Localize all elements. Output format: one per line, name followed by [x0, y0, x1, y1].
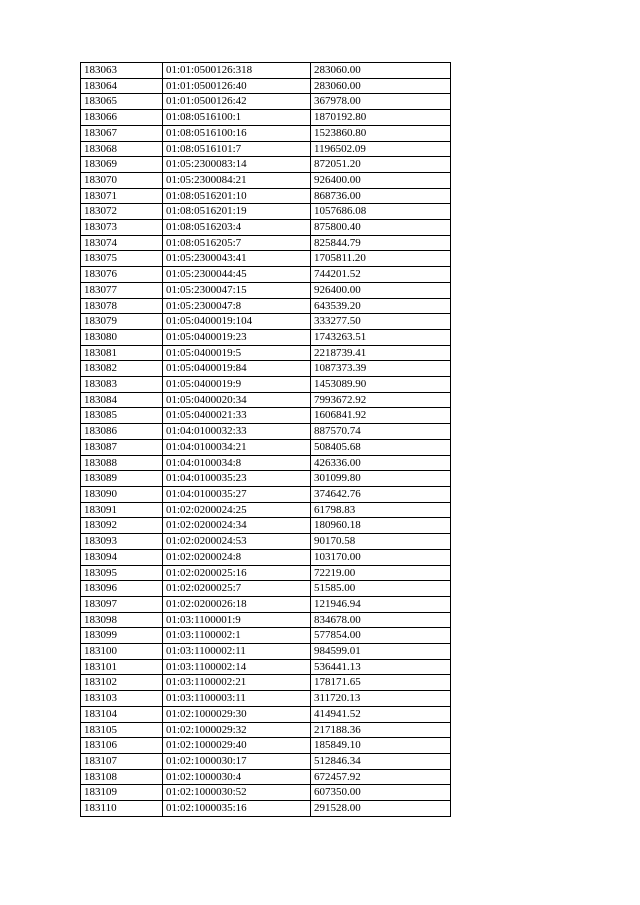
cadastral-number-cell: 01:05:0400019:84: [163, 361, 311, 377]
cadastral-number-cell: 01:04:0100035:23: [163, 471, 311, 487]
table-row: [81, 753, 451, 769]
value-cell: 374642.76: [311, 486, 451, 502]
cadastral-number-cell: 01:02:0200024:8: [163, 549, 311, 565]
table-row: [81, 125, 451, 141]
cadastral-number-cell: 01:05:2300047:8: [163, 298, 311, 314]
row-number-cell: 183089: [81, 471, 163, 487]
cadastral-number-cell: 01:08:0516100:1: [163, 110, 311, 126]
row-number-cell: 183099: [81, 628, 163, 644]
cadastral-number-cell: 01:01:0500126:40: [163, 78, 311, 94]
row-number-cell: 183068: [81, 141, 163, 157]
cadastral-number-cell: 01:05:0400020:34: [163, 392, 311, 408]
value-cell: 1606841.92: [311, 408, 451, 424]
table-row: [81, 581, 451, 597]
cadastral-number-cell: 01:03:1100002:21: [163, 675, 311, 691]
value-cell: 508405.68: [311, 439, 451, 455]
cadastral-number-cell: 01:03:1100001:9: [163, 612, 311, 628]
cadastral-number-cell: 01:01:0500126:318: [163, 63, 311, 79]
value-cell: 283060.00: [311, 63, 451, 79]
cadastral-number-cell: 01:03:1100002:1: [163, 628, 311, 644]
cadastral-number-cell: 01:02:0200026:18: [163, 596, 311, 612]
cadastral-value-table: [80, 62, 451, 817]
row-number-cell: 183078: [81, 298, 163, 314]
value-cell: 1705811.20: [311, 251, 451, 267]
value-cell: 1743263.51: [311, 329, 451, 345]
row-number-cell: 183103: [81, 691, 163, 707]
cadastral-number-cell: 01:02:0200025:16: [163, 565, 311, 581]
cadastral-number-cell: 01:04:0100034:8: [163, 455, 311, 471]
row-number-cell: 183088: [81, 455, 163, 471]
table-row: [81, 785, 451, 801]
table-row: [81, 345, 451, 361]
cadastral-number-cell: 01:05:2300047:15: [163, 282, 311, 298]
value-cell: 333277.50: [311, 314, 451, 330]
value-cell: 512846.34: [311, 753, 451, 769]
row-number-cell: 183064: [81, 78, 163, 94]
table-row: [81, 63, 451, 79]
table-body: [81, 63, 451, 817]
row-number-cell: 183063: [81, 63, 163, 79]
value-cell: 178171.65: [311, 675, 451, 691]
value-cell: 121946.94: [311, 596, 451, 612]
table-row: [81, 738, 451, 754]
cadastral-number-cell: 01:05:2300044:45: [163, 267, 311, 283]
row-number-cell: 183083: [81, 377, 163, 393]
row-number-cell: 183074: [81, 235, 163, 251]
table-row: [81, 769, 451, 785]
table-row: [81, 314, 451, 330]
row-number-cell: 183107: [81, 753, 163, 769]
cadastral-number-cell: 01:01:0500126:42: [163, 94, 311, 110]
value-cell: 414941.52: [311, 706, 451, 722]
table-row: [81, 596, 451, 612]
value-cell: 185849.10: [311, 738, 451, 754]
value-cell: 1523860.80: [311, 125, 451, 141]
table-row: [81, 110, 451, 126]
table-row: [81, 377, 451, 393]
value-cell: 180960.18: [311, 518, 451, 534]
value-cell: 577854.00: [311, 628, 451, 644]
cadastral-number-cell: 01:05:2300043:41: [163, 251, 311, 267]
row-number-cell: 183072: [81, 204, 163, 220]
row-number-cell: 183105: [81, 722, 163, 738]
value-cell: 301099.80: [311, 471, 451, 487]
value-cell: 926400.00: [311, 172, 451, 188]
row-number-cell: 183079: [81, 314, 163, 330]
row-number-cell: 183081: [81, 345, 163, 361]
cadastral-number-cell: 01:04:0100035:27: [163, 486, 311, 502]
table-row: [81, 471, 451, 487]
row-number-cell: 183095: [81, 565, 163, 581]
row-number-cell: 183070: [81, 172, 163, 188]
row-number-cell: 183087: [81, 439, 163, 455]
row-number-cell: 183101: [81, 659, 163, 675]
value-cell: 90170.58: [311, 534, 451, 550]
value-cell: 868736.00: [311, 188, 451, 204]
row-number-cell: 183085: [81, 408, 163, 424]
value-cell: 607350.00: [311, 785, 451, 801]
cadastral-number-cell: 01:02:0200024:34: [163, 518, 311, 534]
value-cell: 61798.83: [311, 502, 451, 518]
cadastral-number-cell: 01:04:0100034:21: [163, 439, 311, 455]
cadastral-number-cell: 01:02:1000029:32: [163, 722, 311, 738]
row-number-cell: 183069: [81, 157, 163, 173]
table-row: [81, 408, 451, 424]
cadastral-number-cell: 01:03:1100003:11: [163, 691, 311, 707]
table-row: [81, 439, 451, 455]
table-row: [81, 282, 451, 298]
table-row: [81, 204, 451, 220]
value-cell: 51585.00: [311, 581, 451, 597]
value-cell: 7993672.92: [311, 392, 451, 408]
table-row: [81, 549, 451, 565]
cadastral-number-cell: 01:05:0400021:33: [163, 408, 311, 424]
table-row: [81, 141, 451, 157]
value-cell: 426336.00: [311, 455, 451, 471]
row-number-cell: 183082: [81, 361, 163, 377]
cadastral-number-cell: 01:08:0516100:16: [163, 125, 311, 141]
row-number-cell: 183073: [81, 220, 163, 236]
table-row: [81, 78, 451, 94]
row-number-cell: 183110: [81, 801, 163, 817]
row-number-cell: 183080: [81, 329, 163, 345]
value-cell: 872051.20: [311, 157, 451, 173]
row-number-cell: 183102: [81, 675, 163, 691]
table-row: [81, 691, 451, 707]
table-row: [81, 612, 451, 628]
table-row: [81, 94, 451, 110]
table-row: [81, 706, 451, 722]
row-number-cell: 183066: [81, 110, 163, 126]
table-row: [81, 329, 451, 345]
cadastral-number-cell: 01:04:0100032:33: [163, 424, 311, 440]
row-number-cell: 183097: [81, 596, 163, 612]
value-cell: 72219.00: [311, 565, 451, 581]
table-row: [81, 424, 451, 440]
value-cell: 887570.74: [311, 424, 451, 440]
row-number-cell: 183067: [81, 125, 163, 141]
value-cell: 643539.20: [311, 298, 451, 314]
table-row: [81, 518, 451, 534]
row-number-cell: 183086: [81, 424, 163, 440]
value-cell: 672457.92: [311, 769, 451, 785]
table-row: [81, 298, 451, 314]
table-row: [81, 801, 451, 817]
cadastral-number-cell: 01:08:0516203:4: [163, 220, 311, 236]
cadastral-number-cell: 01:03:1100002:14: [163, 659, 311, 675]
table-row: [81, 157, 451, 173]
cadastral-number-cell: 01:05:0400019:23: [163, 329, 311, 345]
cadastral-number-cell: 01:02:0200024:25: [163, 502, 311, 518]
row-number-cell: 183092: [81, 518, 163, 534]
value-cell: 217188.36: [311, 722, 451, 738]
cadastral-number-cell: 01:03:1100002:11: [163, 644, 311, 660]
table-row: [81, 565, 451, 581]
cadastral-number-cell: 01:02:1000029:30: [163, 706, 311, 722]
table-row: [81, 502, 451, 518]
cadastral-number-cell: 01:05:0400019:104: [163, 314, 311, 330]
value-cell: 283060.00: [311, 78, 451, 94]
cadastral-number-cell: 01:02:1000030:52: [163, 785, 311, 801]
value-cell: 825844.79: [311, 235, 451, 251]
value-cell: 984599.01: [311, 644, 451, 660]
row-number-cell: 183108: [81, 769, 163, 785]
cadastral-number-cell: 01:05:0400019:5: [163, 345, 311, 361]
cadastral-number-cell: 01:08:0516201:10: [163, 188, 311, 204]
cadastral-number-cell: 01:02:1000029:40: [163, 738, 311, 754]
table-row: [81, 392, 451, 408]
row-number-cell: 183096: [81, 581, 163, 597]
cadastral-number-cell: 01:05:2300084:21: [163, 172, 311, 188]
value-cell: 1087373.39: [311, 361, 451, 377]
value-cell: 367978.00: [311, 94, 451, 110]
table-row: [81, 172, 451, 188]
row-number-cell: 183065: [81, 94, 163, 110]
cadastral-number-cell: 01:08:0516205:7: [163, 235, 311, 251]
value-cell: 291528.00: [311, 801, 451, 817]
row-number-cell: 183071: [81, 188, 163, 204]
row-number-cell: 183076: [81, 267, 163, 283]
value-cell: 311720.13: [311, 691, 451, 707]
table-row: [81, 188, 451, 204]
value-cell: 926400.00: [311, 282, 451, 298]
value-cell: 1870192.80: [311, 110, 451, 126]
cadastral-number-cell: 01:02:1000035:16: [163, 801, 311, 817]
row-number-cell: 183091: [81, 502, 163, 518]
table-row: [81, 251, 451, 267]
value-cell: 1453089.90: [311, 377, 451, 393]
table-row: [81, 628, 451, 644]
row-number-cell: 183100: [81, 644, 163, 660]
row-number-cell: 183106: [81, 738, 163, 754]
row-number-cell: 183104: [81, 706, 163, 722]
value-cell: 536441.13: [311, 659, 451, 675]
row-number-cell: 183094: [81, 549, 163, 565]
row-number-cell: 183109: [81, 785, 163, 801]
row-number-cell: 183090: [81, 486, 163, 502]
table-row: [81, 486, 451, 502]
table-row: [81, 659, 451, 675]
value-cell: 744201.52: [311, 267, 451, 283]
table-row: [81, 534, 451, 550]
value-cell: 834678.00: [311, 612, 451, 628]
cadastral-number-cell: 01:02:1000030:4: [163, 769, 311, 785]
cadastral-number-cell: 01:08:0516201:19: [163, 204, 311, 220]
value-cell: 103170.00: [311, 549, 451, 565]
value-cell: 1196502.09: [311, 141, 451, 157]
cadastral-number-cell: 01:08:0516101:7: [163, 141, 311, 157]
table-row: [81, 220, 451, 236]
table-row: [81, 235, 451, 251]
cadastral-number-cell: 01:02:1000030:17: [163, 753, 311, 769]
table-row: [81, 361, 451, 377]
table-row: [81, 675, 451, 691]
table-row: [81, 267, 451, 283]
table-row: [81, 644, 451, 660]
row-number-cell: 183075: [81, 251, 163, 267]
row-number-cell: 183084: [81, 392, 163, 408]
row-number-cell: 183098: [81, 612, 163, 628]
table-row: [81, 455, 451, 471]
row-number-cell: 183077: [81, 282, 163, 298]
value-cell: 2218739.41: [311, 345, 451, 361]
row-number-cell: 183093: [81, 534, 163, 550]
value-cell: 1057686.08: [311, 204, 451, 220]
cadastral-number-cell: 01:05:0400019:9: [163, 377, 311, 393]
value-cell: 875800.40: [311, 220, 451, 236]
cadastral-number-cell: 01:02:0200025:7: [163, 581, 311, 597]
cadastral-number-cell: 01:05:2300083:14: [163, 157, 311, 173]
cadastral-number-cell: 01:02:0200024:53: [163, 534, 311, 550]
table-row: [81, 722, 451, 738]
